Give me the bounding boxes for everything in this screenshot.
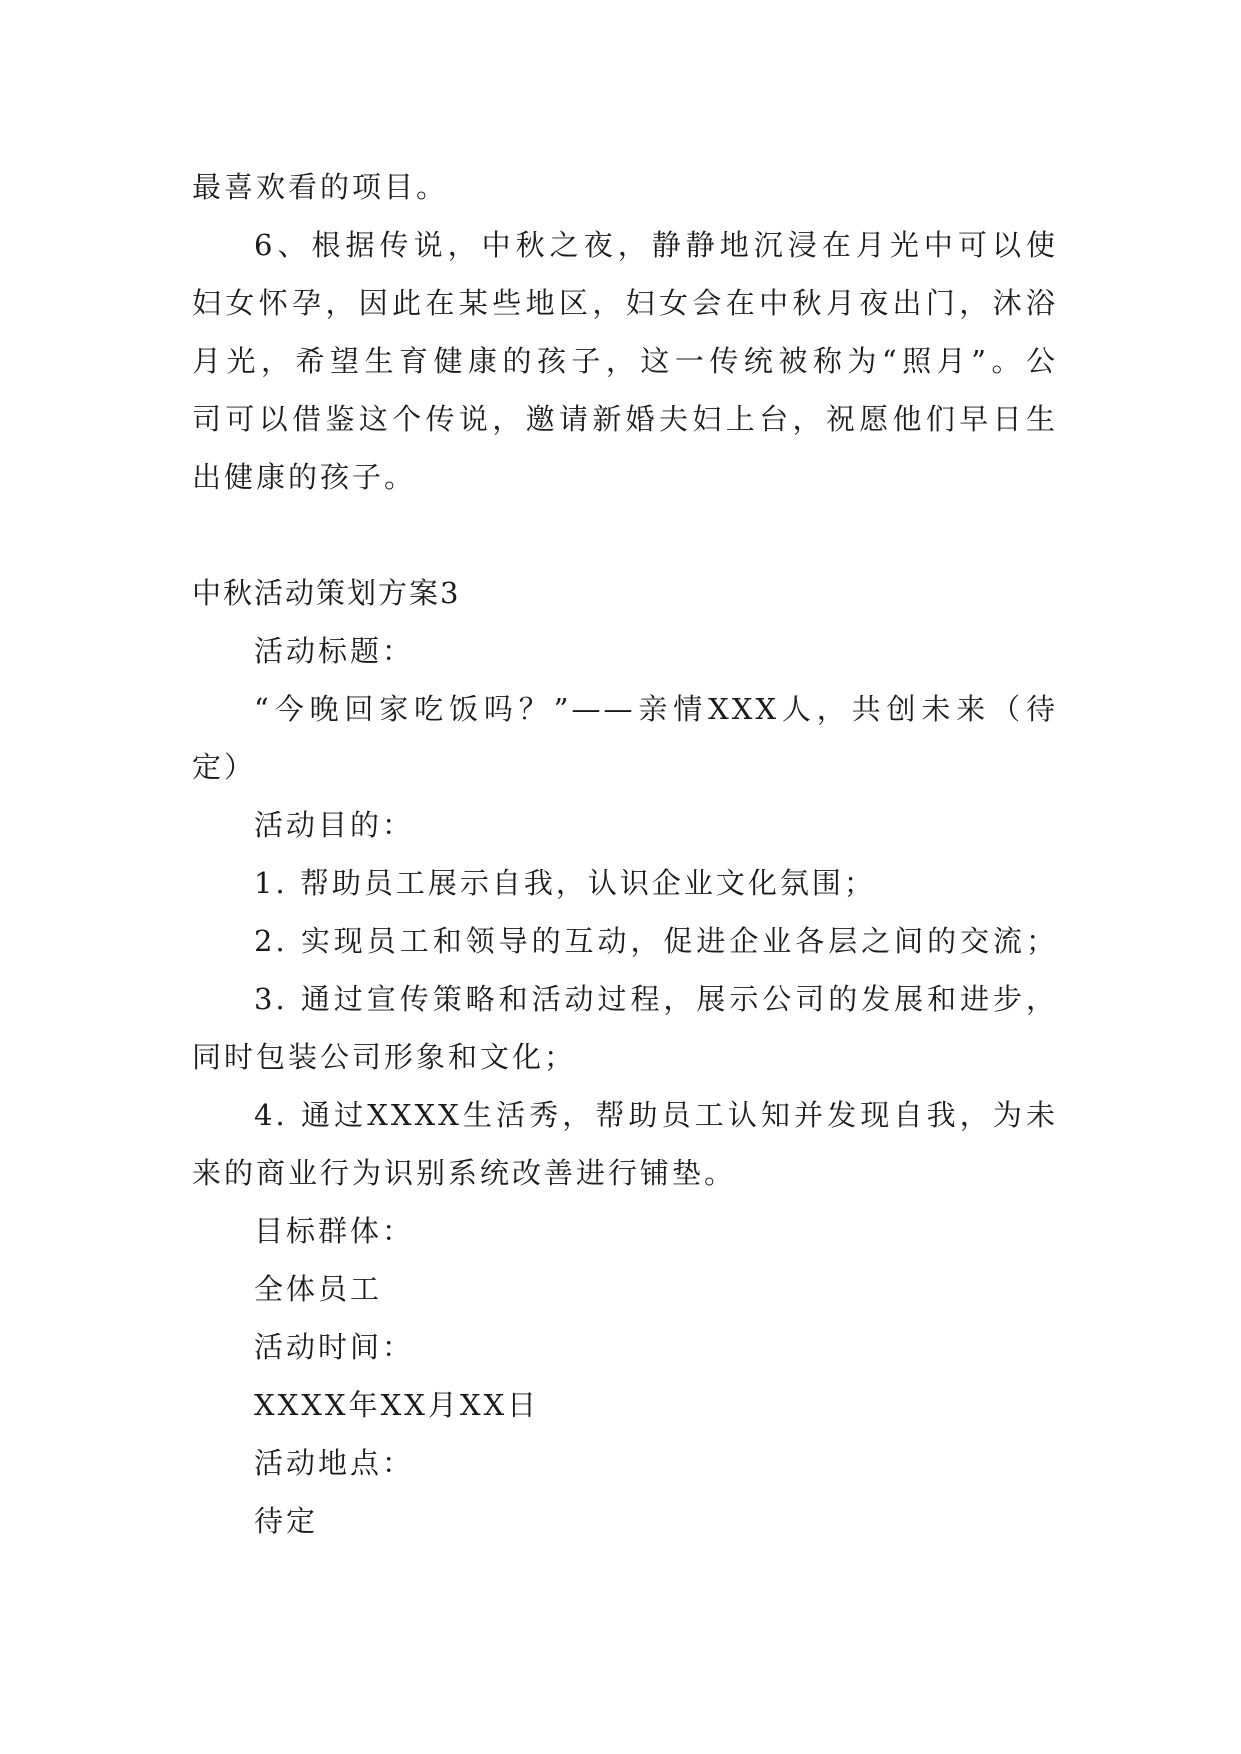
list-item-continuation: 来的商业行为识别系统改善进行铺垫。: [192, 1156, 737, 1190]
paragraph-line: 妇女怀孕，因此在某些地区，妇女会在中秋月夜出门，沐浴: [192, 286, 1058, 320]
list-item: 2. 实现员工和领导的互动，促进企业各层之间的交流；: [254, 924, 1058, 958]
list-item: 1. 帮助员工展示自我，认识企业文化氛围；: [254, 866, 876, 900]
paragraph-line: 定）: [192, 750, 257, 784]
paragraph-line: 最喜欢看的项目。: [192, 170, 449, 204]
place-value: 待定: [254, 1504, 319, 1538]
paragraph-line: 出健康的孩子。: [192, 460, 417, 494]
target-label: 目标群体：: [254, 1214, 415, 1248]
title-label: 活动标题：: [254, 634, 415, 668]
section-spacer: [192, 506, 1058, 564]
document-page: [192, 158, 1058, 1550]
paragraph-line: 月光，希望生育健康的孩子，这一传统被称为“照月”。公: [192, 344, 1058, 378]
paragraph-line: “今晚回家吃饭吗？”——亲情XXX人，共创未来（待: [254, 692, 1058, 726]
target-value: 全体员工: [254, 1272, 383, 1306]
purpose-label: 活动目的：: [254, 808, 415, 842]
list-item: 4. 通过XXXX生活秀，帮助员工认知并发现自我，为未: [254, 1098, 1058, 1132]
paragraph-line: 司可以借鉴这个传说，邀请新婚夫妇上台，祝愿他们早日生: [192, 402, 1058, 436]
place-label: 活动地点：: [254, 1446, 415, 1480]
section-heading: 中秋活动策划方案3: [192, 576, 461, 610]
time-label: 活动时间：: [254, 1330, 415, 1364]
list-item-continuation: 同时包装公司形象和文化；: [192, 1040, 577, 1074]
paragraph-line: 6、根据传说，中秋之夜，静静地沉浸在月光中可以使: [254, 228, 1058, 262]
list-item: 3. 通过宣传策略和活动过程，展示公司的发展和进步，: [254, 982, 1058, 1016]
time-value: XXXX年XX月XX日: [254, 1388, 540, 1422]
